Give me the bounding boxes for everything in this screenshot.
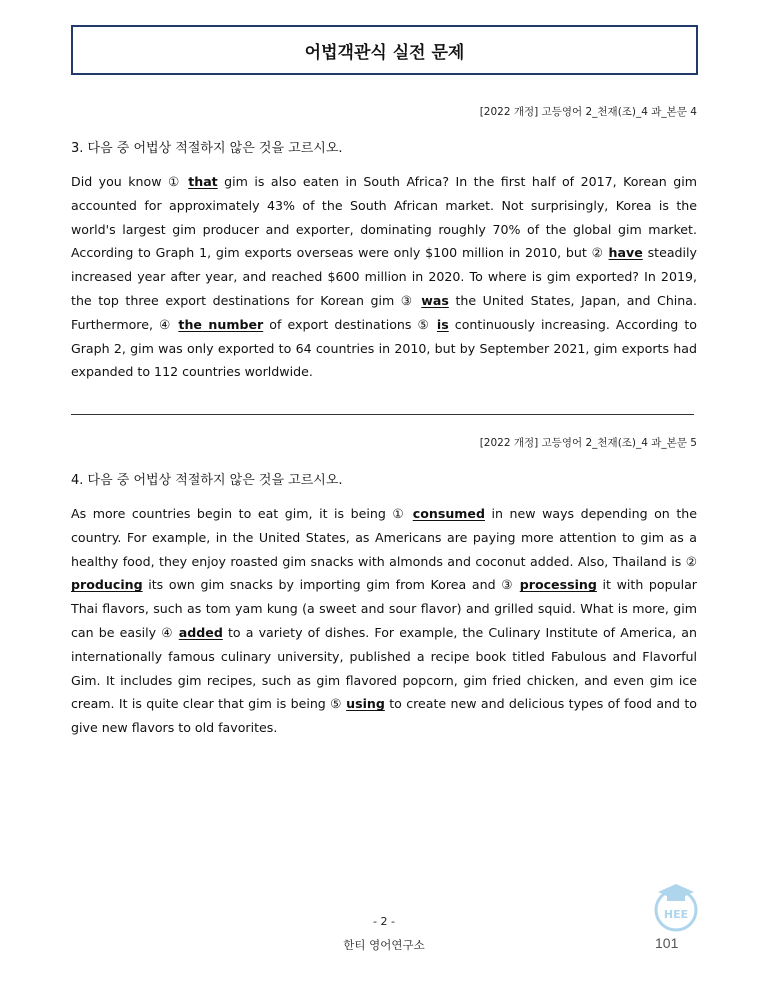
question-4-passage xyxy=(71,502,697,740)
passage-text: to a variety of dishes. For example, the Culinary Institute of America, an internationally famous culinary university, published a recipe book titled Fabulous and Flavorful Gim. It includes gim recipes, such as gim flavored popcorn, gim fried chicken, and even gim ice cream. It is quite clear that gim is being ⑤ xyxy=(71,624,698,712)
passage-text: Did you know ① xyxy=(71,174,189,189)
sheet-number: 101 xyxy=(655,935,679,951)
organization-name: 한티 영어연구소 xyxy=(343,938,425,952)
passage-text: steadily increased year after year, and reached $600 million in 2020. To where is gim exported? In 2019, the top three export destinations for Korean gim ③ xyxy=(71,245,697,308)
underlined-answer-choice: is xyxy=(436,316,449,332)
underlined-answer-choice: that xyxy=(188,174,218,189)
passage-text: to create new and delicious types of food and to give new flavors to old favorites. xyxy=(71,696,698,736)
question-3-prompt: 3. 다음 중 어법상 적절하지 않은 것을 고르시오. xyxy=(71,141,343,156)
logo-text: HEE xyxy=(663,908,689,921)
passage-text: continuously increasing. According to Graph 2, gim was only exported to 64 countries in 2010, but by September 2021, gim exports had expanded to 112 countries worldwide. xyxy=(71,316,697,380)
passage-text: in new ways depending on the country. For example, in the United States, as Americans are paying more attention to gim as a healthy food, they enjoy roasted gim snacks with almonds and coconut added. Also, Thailand is ② xyxy=(71,506,697,569)
passage-text: the United States, Japan, and China. Furthermore, ④ xyxy=(71,292,698,332)
question-3-source: [2022 개정] 고등영어 2_천재(조)_4 과_본문 4 xyxy=(479,106,697,118)
underlined-answer-choice: producing xyxy=(71,577,143,593)
question-3-passage xyxy=(71,170,697,384)
passage-text: As more countries begin to eat gim, it is being ① xyxy=(71,506,413,521)
underlined-answer-choice: added xyxy=(178,624,223,640)
question-4-prompt: 4. 다음 중 어법상 적절하지 않은 것을 고르시오. xyxy=(71,473,343,488)
passage-text: its own gim snacks by importing gim from Korea and ③ xyxy=(142,577,520,593)
underlined-answer-choice: have xyxy=(608,245,643,261)
underlined-answer-choice: the number xyxy=(178,316,264,332)
underlined-answer-choice: consumed xyxy=(412,506,485,521)
passage-text: of export destinations ⑤ xyxy=(263,316,437,332)
passage-text: gim is also eaten in South Africa? In the first half of 2017, Korean gim accounted for approximately 43% of the South African market. Not surprisingly, Korea is the world's largest gim producer and exporter, dominating roughly 70% of the global gim market. According to Graph 1, gim exports overseas were only $100 million in 2010, but ② xyxy=(71,174,697,261)
question-4-source: [2022 개정] 고등영어 2_천재(조)_4 과_본문 5 xyxy=(479,437,697,449)
underlined-answer-choice: processing xyxy=(519,577,597,593)
title-box xyxy=(71,25,698,75)
passage-text: it with popular Thai flavors, such as tom yam kung (a sweet and sour flavor) and grilled squid. What is more, gim can be easily ④ xyxy=(71,577,697,640)
underlined-answer-choice: using xyxy=(346,696,385,712)
page-number: - 2 - xyxy=(373,915,395,928)
page-title: 어법객관식 실전 문제 xyxy=(304,42,465,63)
underlined-answer-choice: was xyxy=(421,292,449,308)
section-divider xyxy=(71,414,694,415)
